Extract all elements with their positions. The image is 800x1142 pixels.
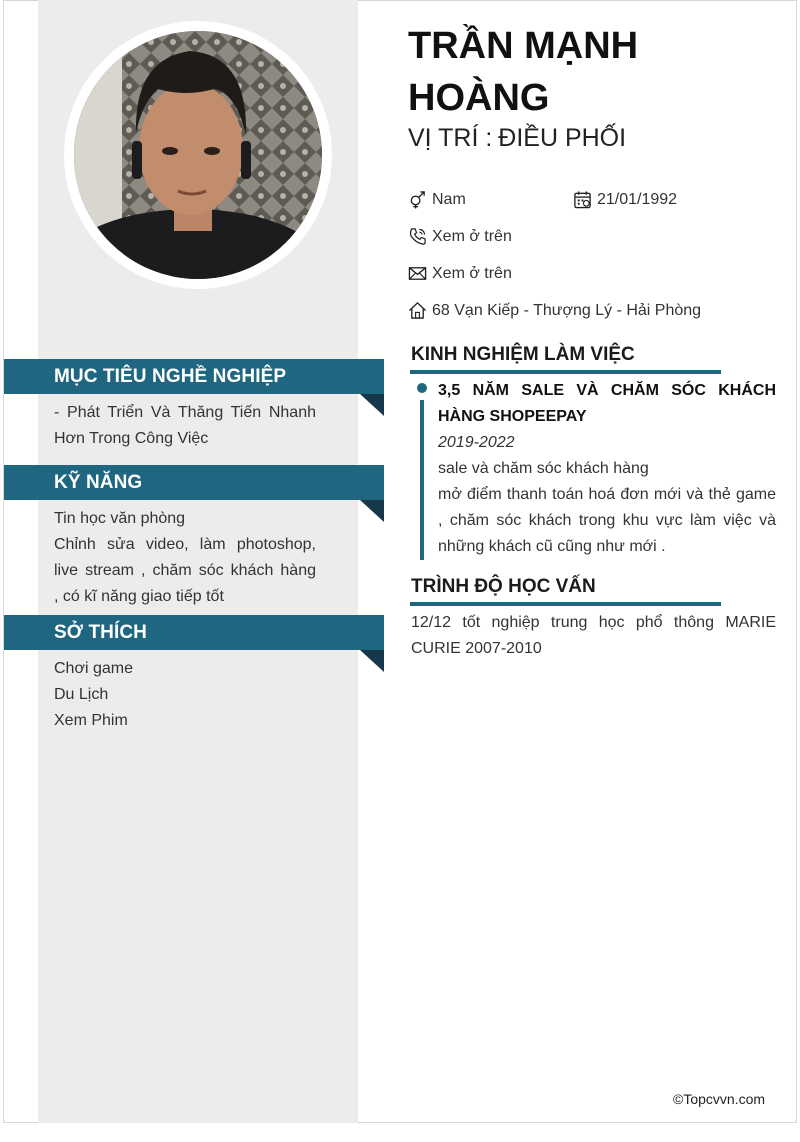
section-underline <box>410 602 721 606</box>
phone-icon <box>408 227 427 246</box>
objective-line: - Phát Triển Và Thăng Tiến Nhanh <box>54 404 316 421</box>
experience-title: KINH NGHIỆM LÀM VIỆC <box>411 344 635 365</box>
avatar-photo <box>74 31 322 279</box>
skills-title: KỸ NĂNG <box>54 472 143 493</box>
gender-value: Nam <box>432 190 466 208</box>
job-title <box>438 378 776 430</box>
education-title: TRÌNH ĐỘ HỌC VẤN <box>411 576 596 597</box>
timeline-dot <box>417 383 427 393</box>
ribbon-fold <box>360 650 384 672</box>
hobby-item: Du Lịch <box>54 686 109 703</box>
skills-line: Tin học văn phòng <box>54 510 186 527</box>
full-name <box>408 20 788 124</box>
copyright: ©Topcvvn.com <box>673 1091 766 1107</box>
name-line: HOÀNG <box>408 77 550 119</box>
name-line: TRẦN MẠNH <box>408 25 639 67</box>
address-value: 68 Vạn Kiếp - Thượng Lý - Hải Phòng <box>432 301 702 319</box>
skills-line: , có kĩ năng giao tiếp tốt <box>54 588 224 605</box>
email-value: Xem ở trên <box>432 264 512 282</box>
education-text: 12/12 tốt nghiệp trung học phổ thông MARIE CURIE 2007-2010 <box>411 614 776 657</box>
hobbies-title: SỞ THÍCH <box>54 622 148 643</box>
objective-line: Hơn Trong Công Việc <box>54 430 209 447</box>
hobbies-list <box>54 656 316 734</box>
objective-title: MỤC TIÊU NGHỀ NGHIỆP <box>54 366 287 387</box>
job-title-line: HÀNG SHOPEEPAY <box>438 408 587 425</box>
job-title-line: 3,5 NĂM SALE VÀ CHĂM SÓC KHÁCH <box>438 382 776 399</box>
avatar-frame <box>64 21 332 289</box>
position-value: ĐIỀU PHỐI <box>498 124 627 152</box>
calendar-icon <box>573 190 592 209</box>
job-period: 2019-2022 <box>438 434 515 451</box>
home-icon <box>408 301 427 320</box>
objective-text <box>54 400 316 452</box>
skills-text <box>54 506 316 610</box>
skills-line: live stream , chăm sóc khách hàng <box>54 562 316 579</box>
hobbies-header <box>4 615 384 650</box>
position-title <box>408 124 632 153</box>
phone-value: Xem ở trên <box>432 227 512 245</box>
gender-row <box>408 190 466 209</box>
avatar <box>74 31 322 279</box>
position-label: VỊ TRÍ : <box>408 124 493 152</box>
envelope-icon <box>408 264 427 283</box>
hobby-item: Xem Phim <box>54 712 128 729</box>
timeline-bar <box>420 400 424 560</box>
skills-header <box>4 465 384 500</box>
objective-header <box>4 359 384 394</box>
skills-line: Chỉnh sửa video, làm photoshop, <box>54 536 316 553</box>
job-description: sale và chăm sóc khách hàng <box>438 460 649 477</box>
phone-row <box>408 227 512 246</box>
ribbon-fold <box>360 500 384 522</box>
email-row <box>408 264 512 283</box>
birthday-row <box>573 190 677 209</box>
gender-icon <box>408 190 427 209</box>
job-description: mở điểm thanh toán hoá đơn mới và thẻ game , chăm sóc khách trong khu vực làm việc và những khách cũ cũng như mới . <box>438 486 776 555</box>
hobby-item: Chơi game <box>54 660 133 677</box>
birthday-value: 21/01/1992 <box>597 190 678 208</box>
ribbon-fold <box>360 394 384 416</box>
address-row <box>408 301 701 320</box>
section-underline <box>410 370 721 374</box>
